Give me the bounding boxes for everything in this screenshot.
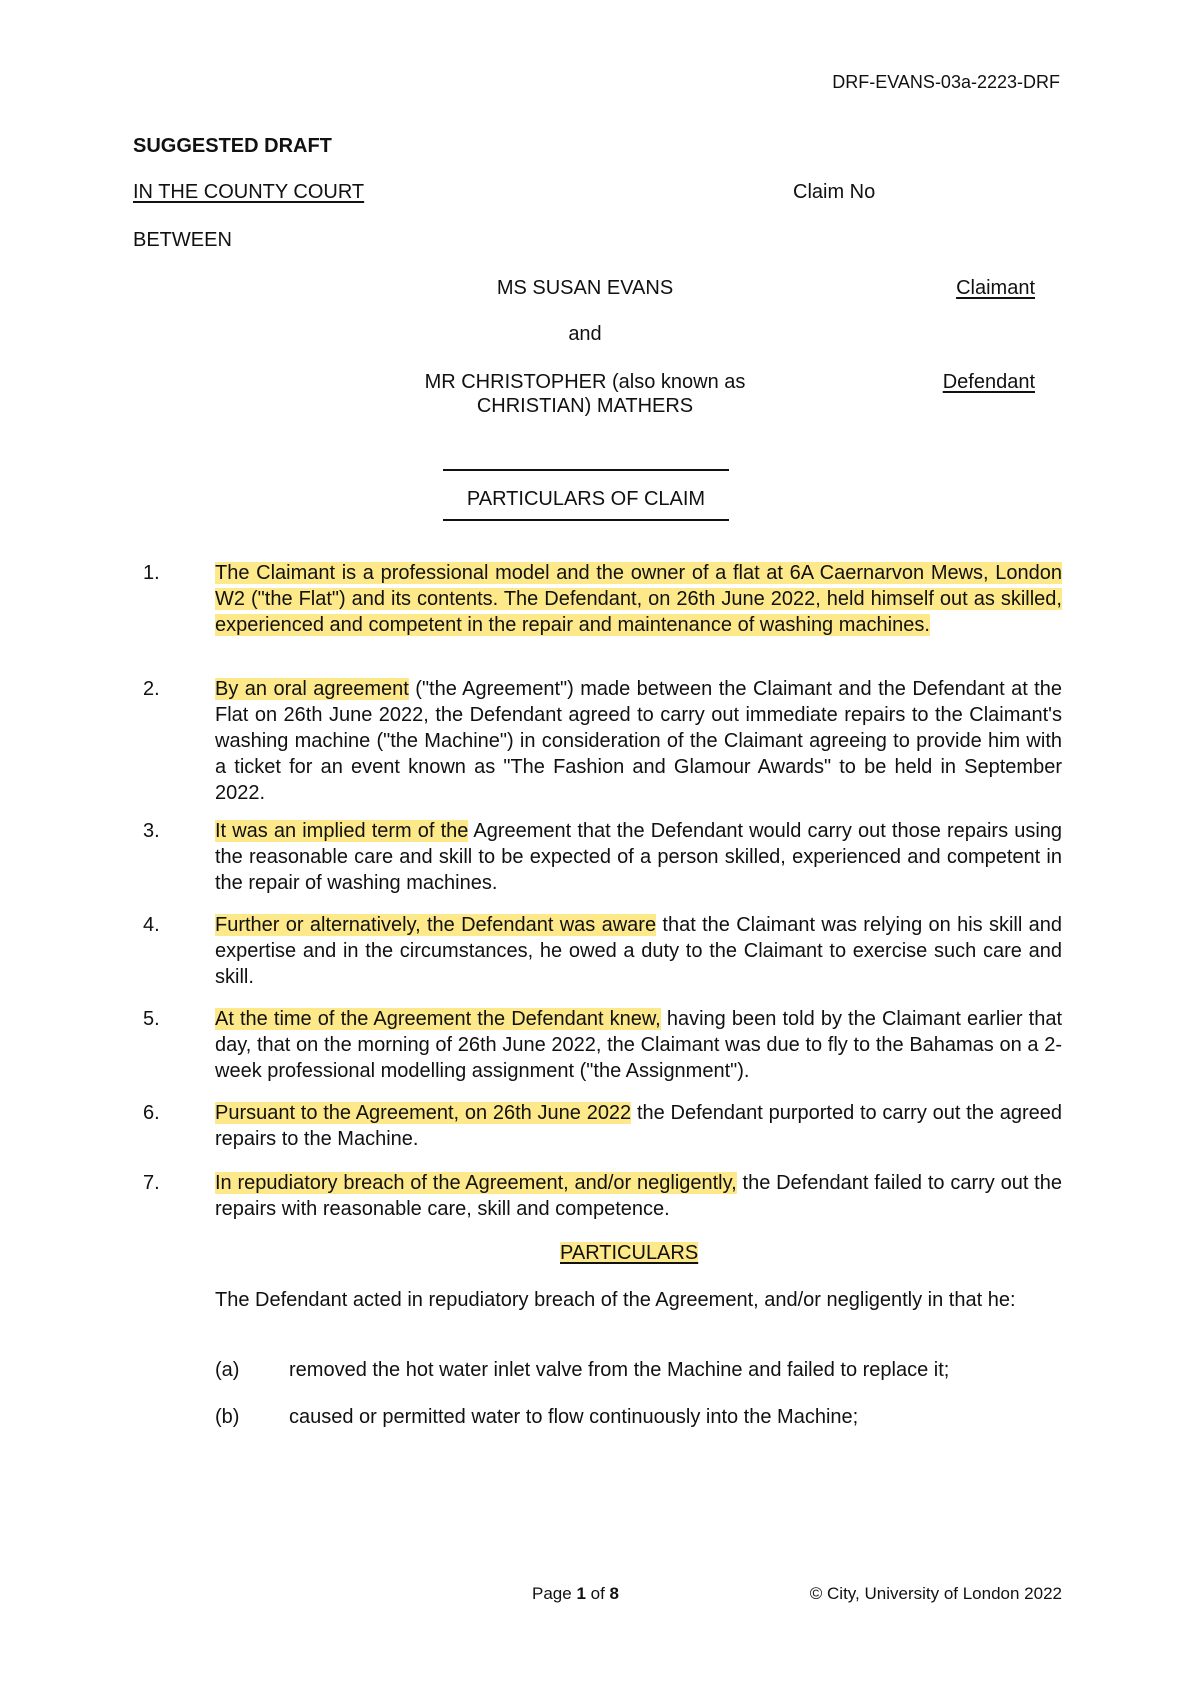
paragraph-3 <box>215 818 1062 896</box>
paragraph-2 <box>215 676 1062 806</box>
paragraph-number: 4. <box>143 914 160 936</box>
paragraph-highlight: At the time of the Agreement the Defendant knew, <box>215 1008 661 1030</box>
paragraph-number: 6. <box>143 1102 160 1124</box>
paragraph-text: having been told by the Claimant earlier that day, that on the morning of 26th June 2022, the Claimant was due to fly to the Bahamas on a 2-week professional modelling assignment ("the Assignment"). <box>215 1008 1063 1082</box>
title-rule-top <box>443 469 729 471</box>
page-number <box>532 1582 619 1606</box>
between-label: BETWEEN <box>133 229 232 251</box>
page-of: of <box>585 1584 610 1603</box>
particular-label: (a) <box>215 1359 240 1381</box>
particular-label: (b) <box>215 1406 240 1428</box>
paragraph-5 <box>215 1006 1062 1084</box>
paragraph-text: Agreement that the Defendant would carry out those repairs using the reasonable care and skill to be expected of a person skilled, experienced and competent in the repair of washing machines. <box>215 820 1063 894</box>
paragraph-number: 3. <box>143 820 160 842</box>
paragraph-number: 2. <box>143 678 160 700</box>
paragraph-highlight: Further or alternatively, the Defendant was aware <box>215 914 657 936</box>
paragraph-highlight: In repudiatory breach of the Agreement, and/or negligently, <box>215 1172 737 1194</box>
claimant-name: MS SUSAN EVANS <box>496 277 674 299</box>
and-separator: and <box>568 323 602 345</box>
paragraph-1 <box>215 560 1062 638</box>
copyright-notice: © City, University of London 2022 <box>809 1584 1062 1603</box>
draft-label: SUGGESTED DRAFT <box>133 135 332 157</box>
paragraph-highlight: By an oral agreement <box>215 678 409 700</box>
paragraph-number: 5. <box>143 1008 160 1030</box>
defendant-name-line-2: CHRISTIAN) MATHERS <box>476 395 694 417</box>
paragraph-text: the Defendant purported to carry out the agreed repairs to the Machine. <box>215 1102 1062 1150</box>
paragraph-4 <box>215 912 1062 990</box>
particulars-heading <box>560 1241 698 1265</box>
paragraph-text: the Defendant failed to carry out the repairs with reasonable care, skill and competence. <box>215 1172 1062 1220</box>
particulars-heading-text: PARTICULARS <box>560 1242 699 1264</box>
particular-text: caused or permitted water to flow continuously into the Machine; <box>289 1406 859 1428</box>
claim-no-label: Claim No <box>793 181 876 203</box>
particular-text: removed the hot water inlet valve from the Machine and failed to replace it; <box>289 1359 950 1381</box>
document-reference: DRF-EVANS-03a-2223-DRF <box>832 72 1060 92</box>
title-rule-bottom <box>443 519 729 521</box>
particulars-intro: The Defendant acted in repudiatory breach of the Agreement, and/or negligently in that he: <box>215 1289 1016 1311</box>
paragraph-highlight: The Claimant is a professional model and the owner of a flat at 6A Caernarvon Mews, London W2 ("the Flat") and its contents. The Defendant, on 26th June 2022, held himself out as skilled, experienced and competent in the repair and maintenance of washing machines. <box>215 562 1062 636</box>
page-total: 8 <box>609 1584 619 1603</box>
paragraph-text: that the Claimant was relying on his skill and expertise and in the circumstances, he owed a duty to the Claimant to exercise such care and skill. <box>215 914 1062 988</box>
paragraph-number: 1. <box>143 562 160 584</box>
page-current: 1 <box>576 1584 586 1603</box>
paragraph-number: 7. <box>143 1172 160 1194</box>
defendant-role: Defendant <box>942 371 1035 393</box>
paragraph-6 <box>215 1100 1062 1152</box>
court-name: IN THE COUNTY COURT <box>133 181 365 203</box>
page-prefix: Page <box>532 1584 577 1603</box>
paragraph-7 <box>215 1170 1062 1222</box>
claimant-role: Claimant <box>956 277 1035 299</box>
paragraph-highlight: It was an implied term of the <box>215 820 469 842</box>
document-title: PARTICULARS OF CLAIM <box>466 488 706 510</box>
defendant-name-line-1: MR CHRISTOPHER (also known as <box>424 371 746 393</box>
paragraph-text: ("the Agreement") made between the Claimant and the Defendant at the Flat on 26th June 2022, the Defendant agreed to carry out immediate repairs to the Claimant's washing machine ("the Machine") in consideration of the Claimant agreeing to provide him with a ticket for an event known as "The Fashion and Glamour Awards" to be held in September 2022. <box>215 678 1062 804</box>
paragraph-highlight: Pursuant to the Agreement, on 26th June 2022 <box>215 1102 632 1124</box>
